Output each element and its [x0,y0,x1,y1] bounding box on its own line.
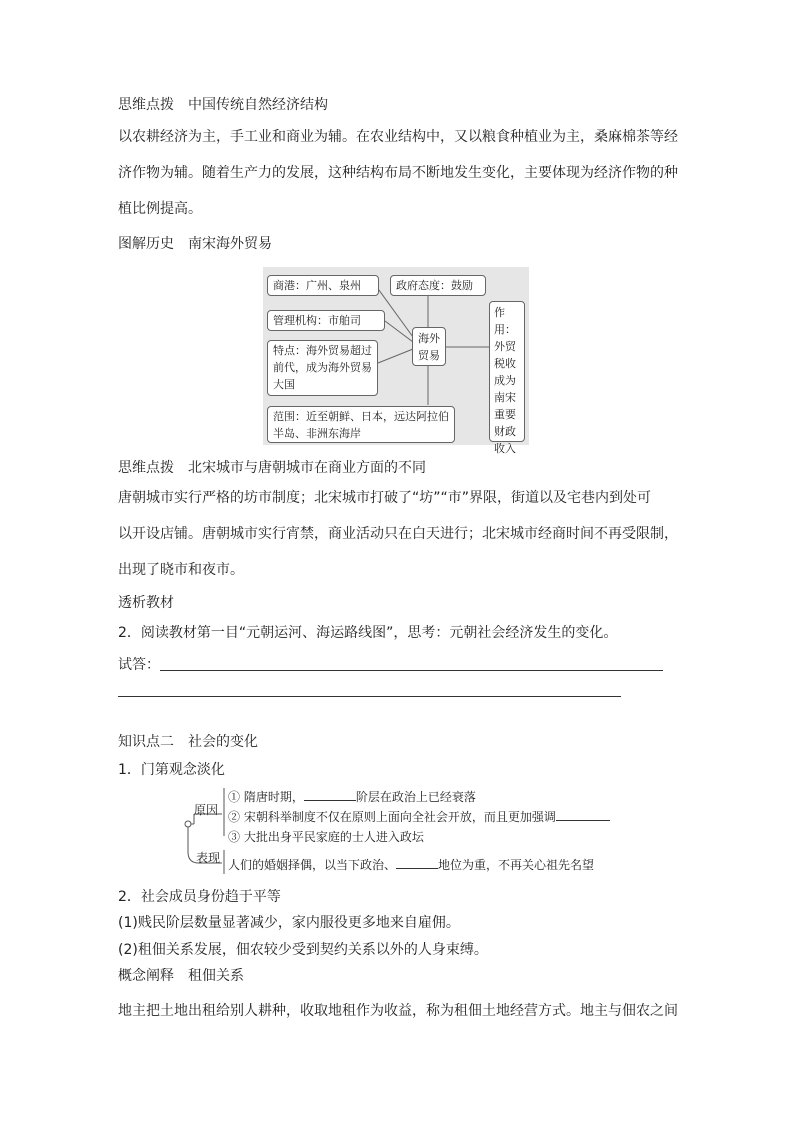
section-title-city-commerce: 思维点拨 北宋城市与唐朝城市在商业方面的不同 [118,460,426,476]
item-2-title: 2．社会成员身份趋于平等 [118,889,281,905]
section-title-social-change: 知识点二 社会的变化 [118,734,258,750]
southern-song-trade-diagram [263,267,529,455]
diagram-box-scope: 范围：近至朝鲜、日本，远达阿拉伯半岛、非洲东海岸 [267,406,455,443]
diagram-box-ports: 商港：广州、泉州 [267,275,379,296]
reason-1-part-b: 阶层在政治上已经衰落 [355,790,476,804]
mindmap-label-manifestation: 表现 [196,851,221,865]
manifestation-part-b: 地位为重，不再关心祖先名望 [438,858,595,872]
fill-blank [396,856,438,869]
manifestation-1 [228,856,594,873]
manifestation-part-a: 人们的婚姻择偶，以当下政治、 [228,858,397,872]
paragraph-line: 唐朝城市实行严格的坊市制度；北宋城市打破了“坊”“市”界限，街道以及宅巷内到处可 [118,490,652,506]
reason-3: ③ 大批出身平民家庭的士人进入政坛 [228,830,424,844]
answer-line [160,670,663,671]
mindmap-label-reason: 原因 [194,803,219,817]
diagram-box-management: 管理机构：市舶司 [267,310,385,331]
paragraph-line: 出现了晓市和夜市。 [118,562,244,578]
diagram-box-government-attitude: 政府态度：鼓励 [390,275,486,296]
fill-blank [304,788,356,801]
status-concept-mindmap [180,786,640,878]
reason-1-part-a: ① 隋唐时期， [228,790,304,804]
paragraph-line: 济作物为辅。随着生产力的发展，这种结构布局不断地发生变化，主要体现为经济作物的种 [118,165,678,181]
section-title-natural-economy: 思维点拨 中国传统自然经济结构 [118,97,328,113]
item-2-sub-1: (1)贱民阶层数量显著减少，家内服役更多地来自雇佣。 [118,915,460,931]
diagram-box-effect: 作用：外贸税收成为南宋重要财政收入 [489,301,525,442]
diagram-box-features: 特点：海外贸易超过前代，成为海外贸易大国 [267,340,378,396]
reason-2-text: ② 宋朝科举制度不仅在原则上面向全社会开放，而且更加强调 [228,810,556,824]
diagram-box-center: 海外贸易 [412,327,446,366]
section-title-southern-song-trade: 图解历史 南宋海外贸易 [118,236,272,252]
concept-paragraph-line: 地主把土地出租给别人耕种，收取地租作为收益，称为租佃土地经营方式。地主与佃农之间 [118,1003,678,1019]
reason-1 [228,788,476,805]
paragraph-line: 植比例提高。 [118,201,202,217]
paragraph-line: 以开设店铺。唐朝城市实行宵禁，商业活动只在白天进行；北宋城市经商时间不再受限制， [118,526,678,542]
answer-line [118,696,621,697]
concept-title-tenancy: 概念阐释 租佃关系 [118,968,244,984]
question-2: 2．阅读教材第一目“元朝运河、海运路线图”，思考：元朝社会经济发生的变化。 [118,625,618,641]
answer-label: 试答： [118,657,160,673]
section-title-textbook: 透析教材 [118,595,174,611]
item-2-sub-2: (2)租佃关系发展，佃农较少受到契约关系以外的人身束缚。 [118,942,488,958]
reason-2 [228,808,610,825]
paragraph-line: 以农耕经济为主，手工业和商业为辅。在农业结构中，又以粮食种植业为主，桑麻棉茶等经 [118,129,678,145]
fill-blank [556,808,610,821]
item-1-title: 1．门第观念淡化 [118,762,225,778]
